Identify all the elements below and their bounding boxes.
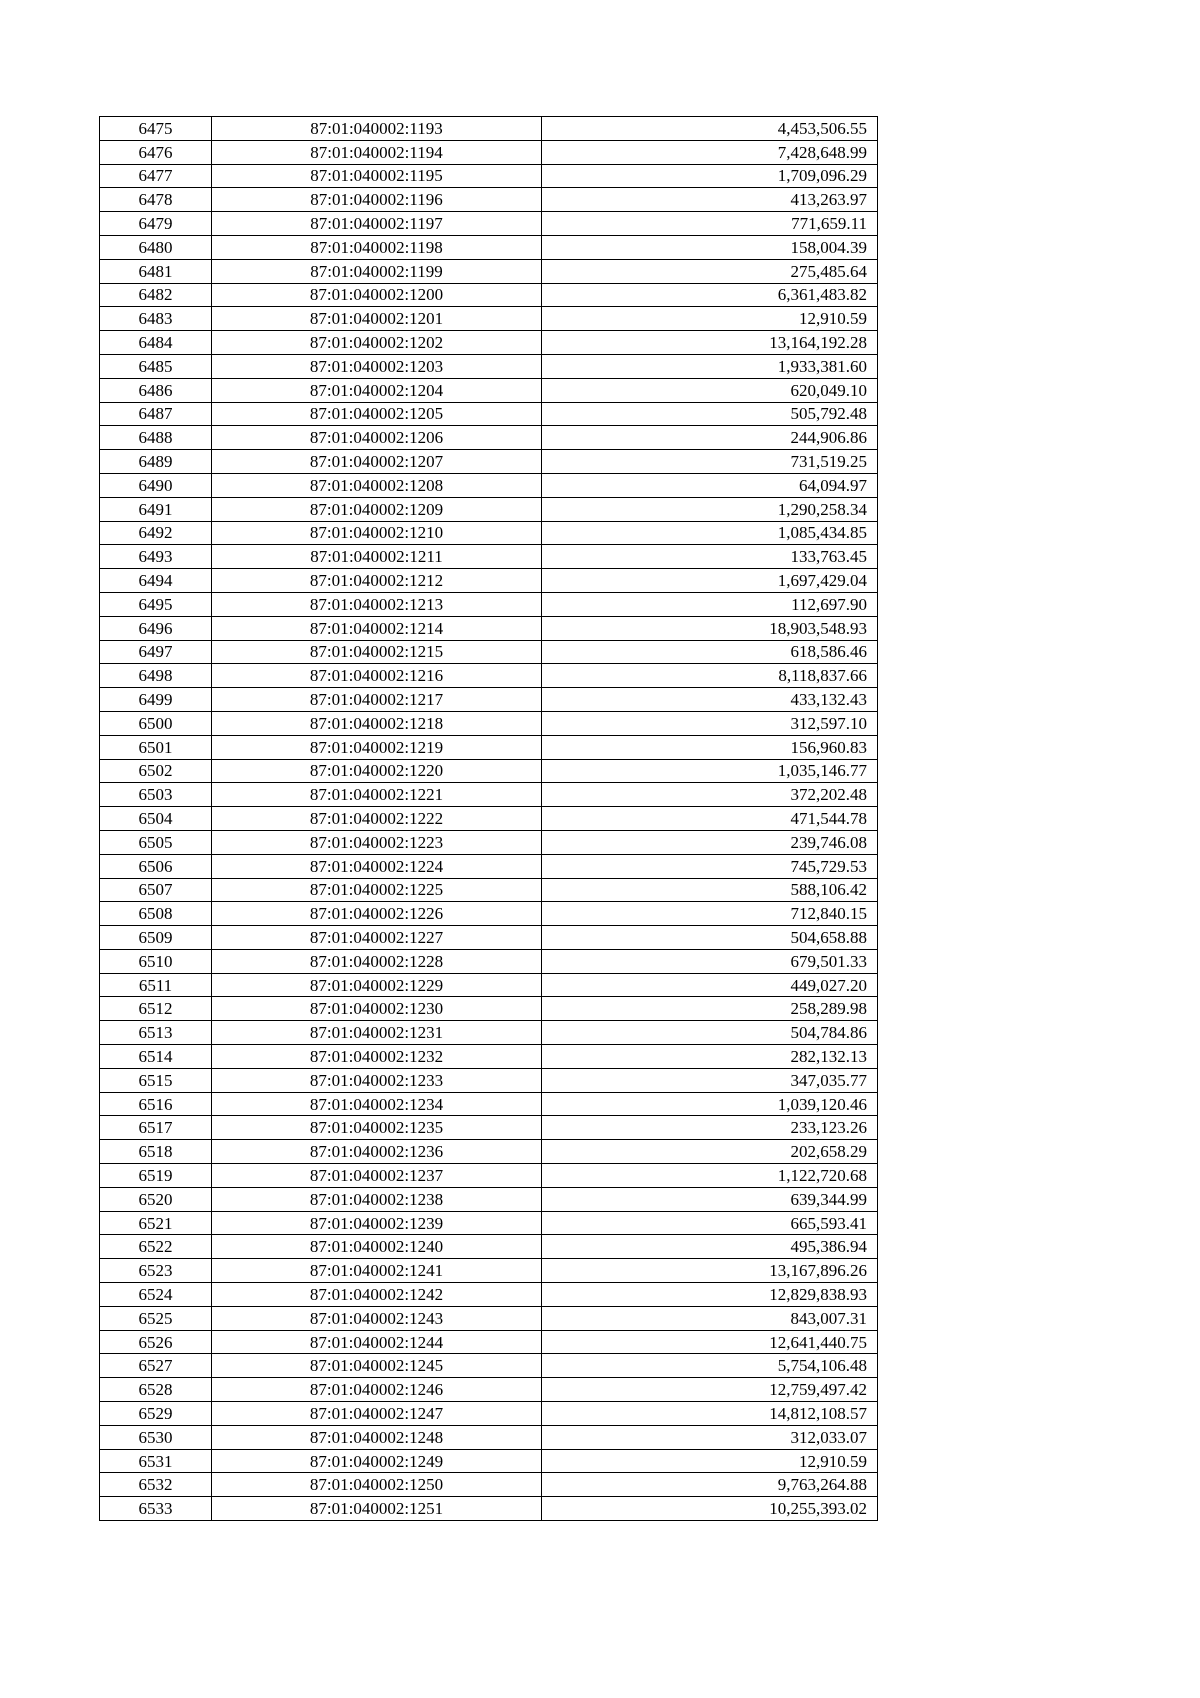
table-row: [100, 616, 878, 640]
cadastral-value-cell: 12,759,497.42: [542, 1378, 878, 1402]
cadastral-value-cell: 505,792.48: [542, 402, 878, 426]
cadastral-value-cell: 1,039,120.46: [542, 1092, 878, 1116]
table-row: [100, 1068, 878, 1092]
cadastral-number-cell: 87:01:040002:1208: [212, 473, 542, 497]
row-number-cell: 6482: [100, 283, 212, 307]
table-row: [100, 1140, 878, 1164]
row-number-cell: 6481: [100, 259, 212, 283]
table-row: [100, 426, 878, 450]
table-row: [100, 1306, 878, 1330]
table-row: [100, 926, 878, 950]
cadastral-number-cell: 87:01:040002:1241: [212, 1259, 542, 1283]
table-row: [100, 164, 878, 188]
row-number-cell: 6477: [100, 164, 212, 188]
row-number-cell: 6487: [100, 402, 212, 426]
table-row: [100, 1473, 878, 1497]
cadastral-value-cell: 372,202.48: [542, 783, 878, 807]
table-row: [100, 1497, 878, 1521]
table-row: [100, 1021, 878, 1045]
cadastral-value-cell: 12,910.59: [542, 307, 878, 331]
row-number-cell: 6517: [100, 1116, 212, 1140]
row-number-cell: 6502: [100, 759, 212, 783]
cadastral-number-cell: 87:01:040002:1250: [212, 1473, 542, 1497]
table-row: [100, 307, 878, 331]
cadastral-number-cell: 87:01:040002:1234: [212, 1092, 542, 1116]
cadastral-number-cell: 87:01:040002:1210: [212, 521, 542, 545]
cadastral-value-cell: 588,106.42: [542, 878, 878, 902]
table-row: [100, 1045, 878, 1069]
table-row: [100, 378, 878, 402]
cadastral-number-cell: 87:01:040002:1196: [212, 188, 542, 212]
row-number-cell: 6495: [100, 592, 212, 616]
cadastral-value-cell: 504,784.86: [542, 1021, 878, 1045]
cadastral-number-cell: 87:01:040002:1231: [212, 1021, 542, 1045]
table-row: [100, 973, 878, 997]
cadastral-value-cell: 4,453,506.55: [542, 117, 878, 141]
cadastral-value-cell: 112,697.90: [542, 592, 878, 616]
row-number-cell: 6480: [100, 235, 212, 259]
table-row: [100, 117, 878, 141]
cadastral-value-cell: 233,123.26: [542, 1116, 878, 1140]
row-number-cell: 6485: [100, 354, 212, 378]
row-number-cell: 6518: [100, 1140, 212, 1164]
cadastral-value-cell: 239,746.08: [542, 830, 878, 854]
row-number-cell: 6488: [100, 426, 212, 450]
table-row: [100, 1425, 878, 1449]
row-number-cell: 6512: [100, 997, 212, 1021]
cadastral-value-cell: 1,709,096.29: [542, 164, 878, 188]
cadastral-value-cell: 14,812,108.57: [542, 1402, 878, 1426]
cadastral-number-cell: 87:01:040002:1243: [212, 1306, 542, 1330]
row-number-cell: 6479: [100, 212, 212, 236]
table-row: [100, 783, 878, 807]
cadastral-number-cell: 87:01:040002:1230: [212, 997, 542, 1021]
row-number-cell: 6527: [100, 1354, 212, 1378]
cadastral-value-cell: 9,763,264.88: [542, 1473, 878, 1497]
cadastral-number-cell: 87:01:040002:1245: [212, 1354, 542, 1378]
row-number-cell: 6526: [100, 1330, 212, 1354]
cadastral-value-cell: 158,004.39: [542, 235, 878, 259]
row-number-cell: 6490: [100, 473, 212, 497]
cadastral-value-cell: 471,544.78: [542, 807, 878, 831]
row-number-cell: 6478: [100, 188, 212, 212]
table-row: [100, 140, 878, 164]
cadastral-value-cell: 731,519.25: [542, 450, 878, 474]
row-number-cell: 6476: [100, 140, 212, 164]
table-row: [100, 711, 878, 735]
row-number-cell: 6522: [100, 1235, 212, 1259]
table-row: [100, 259, 878, 283]
row-number-cell: 6519: [100, 1164, 212, 1188]
cadastral-value-cell: 13,167,896.26: [542, 1259, 878, 1283]
cadastral-value-cell: 1,933,381.60: [542, 354, 878, 378]
cadastral-value-cell: 712,840.15: [542, 902, 878, 926]
cadastral-number-cell: 87:01:040002:1212: [212, 569, 542, 593]
row-number-cell: 6511: [100, 973, 212, 997]
cadastral-value-cell: 258,289.98: [542, 997, 878, 1021]
cadastral-number-cell: 87:01:040002:1193: [212, 117, 542, 141]
cadastral-number-cell: 87:01:040002:1214: [212, 616, 542, 640]
cadastral-value-cell: 7,428,648.99: [542, 140, 878, 164]
cadastral-number-cell: 87:01:040002:1233: [212, 1068, 542, 1092]
table-row: [100, 854, 878, 878]
row-number-cell: 6532: [100, 1473, 212, 1497]
table-row: [100, 640, 878, 664]
row-number-cell: 6516: [100, 1092, 212, 1116]
cadastral-number-cell: 87:01:040002:1224: [212, 854, 542, 878]
table-row: [100, 807, 878, 831]
cadastral-value-cell: 679,501.33: [542, 949, 878, 973]
cadastral-number-cell: 87:01:040002:1217: [212, 688, 542, 712]
cadastral-number-cell: 87:01:040002:1235: [212, 1116, 542, 1140]
row-number-cell: 6489: [100, 450, 212, 474]
table-row: [100, 735, 878, 759]
table-row: [100, 997, 878, 1021]
row-number-cell: 6529: [100, 1402, 212, 1426]
table-row: [100, 1259, 878, 1283]
cadastral-value-cell: 745,729.53: [542, 854, 878, 878]
cadastral-number-cell: 87:01:040002:1202: [212, 331, 542, 355]
cadastral-number-cell: 87:01:040002:1226: [212, 902, 542, 926]
row-number-cell: 6496: [100, 616, 212, 640]
table-row: [100, 354, 878, 378]
cadastral-value-cell: 312,033.07: [542, 1425, 878, 1449]
row-number-cell: 6508: [100, 902, 212, 926]
row-number-cell: 6499: [100, 688, 212, 712]
cadastral-number-cell: 87:01:040002:1237: [212, 1164, 542, 1188]
cadastral-value-cell: 843,007.31: [542, 1306, 878, 1330]
row-number-cell: 6524: [100, 1283, 212, 1307]
table-row: [100, 878, 878, 902]
cadastral-number-cell: 87:01:040002:1223: [212, 830, 542, 854]
cadastral-value-cell: 202,658.29: [542, 1140, 878, 1164]
table-row: [100, 949, 878, 973]
cadastral-value-cell: 12,829,838.93: [542, 1283, 878, 1307]
row-number-cell: 6505: [100, 830, 212, 854]
cadastral-number-cell: 87:01:040002:1199: [212, 259, 542, 283]
cadastral-number-cell: 87:01:040002:1197: [212, 212, 542, 236]
cadastral-value-cell: 64,094.97: [542, 473, 878, 497]
cadastral-value-cell: 18,903,548.93: [542, 616, 878, 640]
row-number-cell: 6533: [100, 1497, 212, 1521]
row-number-cell: 6525: [100, 1306, 212, 1330]
table-row: [100, 688, 878, 712]
cadastral-value-cell: 347,035.77: [542, 1068, 878, 1092]
table-row: [100, 1116, 878, 1140]
row-number-cell: 6520: [100, 1187, 212, 1211]
row-number-cell: 6531: [100, 1449, 212, 1473]
cadastral-number-cell: 87:01:040002:1251: [212, 1497, 542, 1521]
row-number-cell: 6521: [100, 1211, 212, 1235]
cadastral-number-cell: 87:01:040002:1240: [212, 1235, 542, 1259]
row-number-cell: 6513: [100, 1021, 212, 1045]
table-row: [100, 521, 878, 545]
row-number-cell: 6501: [100, 735, 212, 759]
table-row: [100, 1092, 878, 1116]
row-number-cell: 6492: [100, 521, 212, 545]
table-row: [100, 1378, 878, 1402]
cadastral-value-cell: 282,132.13: [542, 1045, 878, 1069]
cadastral-number-cell: 87:01:040002:1221: [212, 783, 542, 807]
cadastral-number-cell: 87:01:040002:1209: [212, 497, 542, 521]
row-number-cell: 6515: [100, 1068, 212, 1092]
cadastral-number-cell: 87:01:040002:1229: [212, 973, 542, 997]
cadastral-number-cell: 87:01:040002:1206: [212, 426, 542, 450]
cadastral-number-cell: 87:01:040002:1222: [212, 807, 542, 831]
cadastral-value-cell: 1,085,434.85: [542, 521, 878, 545]
cadastral-number-cell: 87:01:040002:1215: [212, 640, 542, 664]
cadastral-value-cell: 413,263.97: [542, 188, 878, 212]
cadastral-number-cell: 87:01:040002:1207: [212, 450, 542, 474]
table-row: [100, 1402, 878, 1426]
cadastral-number-cell: 87:01:040002:1247: [212, 1402, 542, 1426]
table-row: [100, 473, 878, 497]
cadastral-number-cell: 87:01:040002:1238: [212, 1187, 542, 1211]
cadastral-value-cell: 12,641,440.75: [542, 1330, 878, 1354]
cadastral-number-cell: 87:01:040002:1194: [212, 140, 542, 164]
row-number-cell: 6504: [100, 807, 212, 831]
cadastral-value-cell: 639,344.99: [542, 1187, 878, 1211]
table-body: [100, 117, 878, 1521]
row-number-cell: 6507: [100, 878, 212, 902]
cadastral-value-cell: 312,597.10: [542, 711, 878, 735]
cadastral-value-cell: 433,132.43: [542, 688, 878, 712]
table-row: [100, 188, 878, 212]
table-row: [100, 1211, 878, 1235]
table-row: [100, 212, 878, 236]
table-row: [100, 830, 878, 854]
cadastral-value-cell: 620,049.10: [542, 378, 878, 402]
cadastral-number-cell: 87:01:040002:1205: [212, 402, 542, 426]
cadastral-number-cell: 87:01:040002:1203: [212, 354, 542, 378]
cadastral-number-cell: 87:01:040002:1219: [212, 735, 542, 759]
row-number-cell: 6514: [100, 1045, 212, 1069]
cadastral-number-cell: 87:01:040002:1242: [212, 1283, 542, 1307]
row-number-cell: 6497: [100, 640, 212, 664]
cadastral-value-cell: 275,485.64: [542, 259, 878, 283]
table-row: [100, 497, 878, 521]
cadastral-number-cell: 87:01:040002:1213: [212, 592, 542, 616]
cadastral-number-cell: 87:01:040002:1248: [212, 1425, 542, 1449]
cadastral-value-cell: 244,906.86: [542, 426, 878, 450]
cadastral-number-cell: 87:01:040002:1225: [212, 878, 542, 902]
cadastral-number-cell: 87:01:040002:1220: [212, 759, 542, 783]
cadastral-number-cell: 87:01:040002:1198: [212, 235, 542, 259]
table-row: [100, 664, 878, 688]
row-number-cell: 6484: [100, 331, 212, 355]
row-number-cell: 6509: [100, 926, 212, 950]
cadastral-value-cell: 133,763.45: [542, 545, 878, 569]
cadastral-number-cell: 87:01:040002:1211: [212, 545, 542, 569]
cadastral-value-cell: 665,593.41: [542, 1211, 878, 1235]
table-row: [100, 235, 878, 259]
row-number-cell: 6498: [100, 664, 212, 688]
cadastral-value-cell: 1,035,146.77: [542, 759, 878, 783]
cadastral-number-cell: 87:01:040002:1239: [212, 1211, 542, 1235]
row-number-cell: 6506: [100, 854, 212, 878]
cadastral-value-cell: 8,118,837.66: [542, 664, 878, 688]
table-row: [100, 1187, 878, 1211]
table-row: [100, 1354, 878, 1378]
row-number-cell: 6494: [100, 569, 212, 593]
cadastral-value-cell: 1,290,258.34: [542, 497, 878, 521]
cadastral-number-cell: 87:01:040002:1228: [212, 949, 542, 973]
table-row: [100, 402, 878, 426]
cadastral-value-cell: 495,386.94: [542, 1235, 878, 1259]
table-row: [100, 1449, 878, 1473]
table-row: [100, 1283, 878, 1307]
cadastral-value-cell: 618,586.46: [542, 640, 878, 664]
cadastral-number-cell: 87:01:040002:1246: [212, 1378, 542, 1402]
row-number-cell: 6475: [100, 117, 212, 141]
cadastral-value-cell: 6,361,483.82: [542, 283, 878, 307]
cadastral-number-cell: 87:01:040002:1216: [212, 664, 542, 688]
row-number-cell: 6510: [100, 949, 212, 973]
row-number-cell: 6503: [100, 783, 212, 807]
cadastral-value-cell: 504,658.88: [542, 926, 878, 950]
row-number-cell: 6491: [100, 497, 212, 521]
cadastral-number-cell: 87:01:040002:1204: [212, 378, 542, 402]
table-row: [100, 545, 878, 569]
cadastral-value-cell: 156,960.83: [542, 735, 878, 759]
table-row: [100, 1235, 878, 1259]
cadastral-number-cell: 87:01:040002:1218: [212, 711, 542, 735]
table-row: [100, 902, 878, 926]
table-row: [100, 759, 878, 783]
table-row: [100, 331, 878, 355]
table-row: [100, 592, 878, 616]
document-page: [99, 116, 877, 1521]
cadastral-value-cell: 12,910.59: [542, 1449, 878, 1473]
cadastral-value-cell: 449,027.20: [542, 973, 878, 997]
table-row: [100, 1164, 878, 1188]
cadastral-value-cell: 13,164,192.28: [542, 331, 878, 355]
cadastral-value-cell: 10,255,393.02: [542, 1497, 878, 1521]
row-number-cell: 6528: [100, 1378, 212, 1402]
cadastral-value-cell: 1,122,720.68: [542, 1164, 878, 1188]
table-row: [100, 450, 878, 474]
cadastral-number-cell: 87:01:040002:1201: [212, 307, 542, 331]
cadastral-number-cell: 87:01:040002:1244: [212, 1330, 542, 1354]
cadastral-number-cell: 87:01:040002:1232: [212, 1045, 542, 1069]
cadastral-number-cell: 87:01:040002:1200: [212, 283, 542, 307]
row-number-cell: 6530: [100, 1425, 212, 1449]
row-number-cell: 6500: [100, 711, 212, 735]
row-number-cell: 6493: [100, 545, 212, 569]
cadastral-value-cell: 5,754,106.48: [542, 1354, 878, 1378]
cadastral-number-cell: 87:01:040002:1236: [212, 1140, 542, 1164]
cadastral-number-cell: 87:01:040002:1195: [212, 164, 542, 188]
table-row: [100, 1330, 878, 1354]
row-number-cell: 6486: [100, 378, 212, 402]
cadastral-value-cell: 771,659.11: [542, 212, 878, 236]
cadastral-value-table: [99, 116, 878, 1521]
cadastral-number-cell: 87:01:040002:1227: [212, 926, 542, 950]
table-row: [100, 569, 878, 593]
table-row: [100, 283, 878, 307]
cadastral-number-cell: 87:01:040002:1249: [212, 1449, 542, 1473]
cadastral-value-cell: 1,697,429.04: [542, 569, 878, 593]
row-number-cell: 6523: [100, 1259, 212, 1283]
row-number-cell: 6483: [100, 307, 212, 331]
